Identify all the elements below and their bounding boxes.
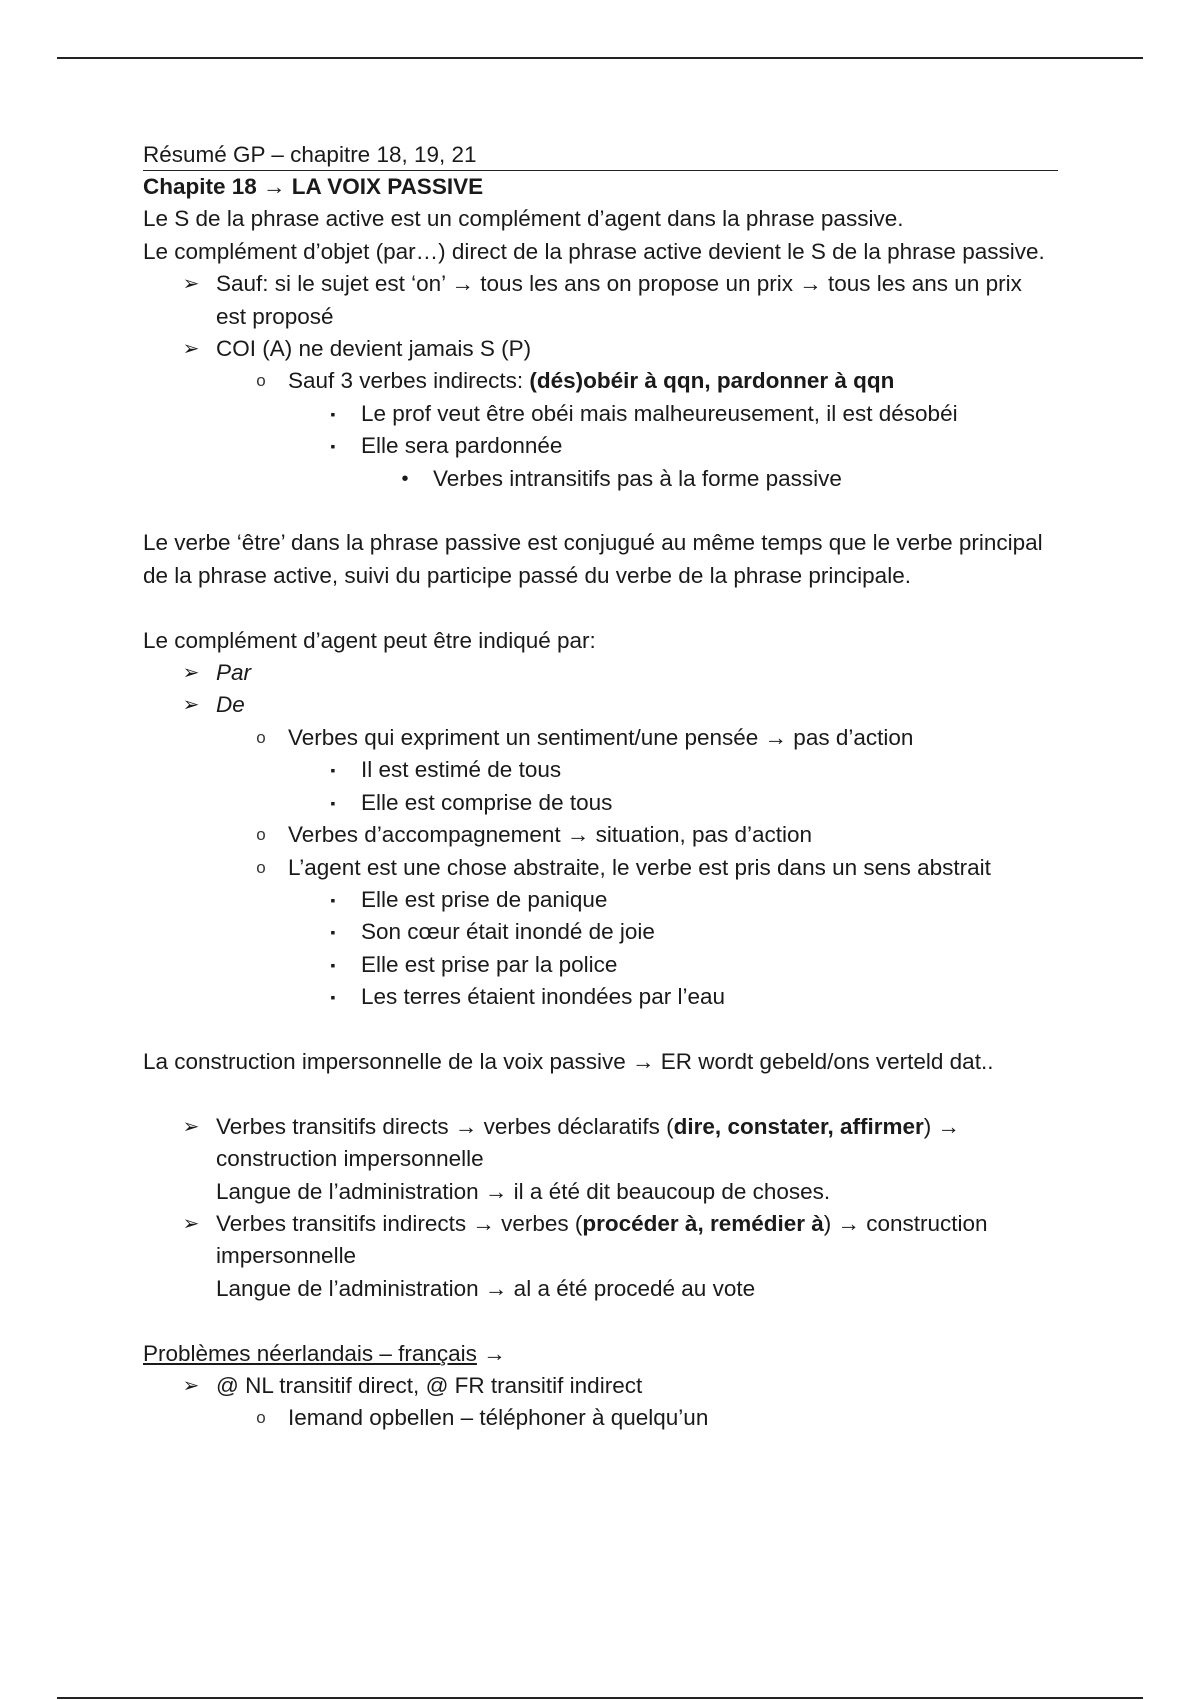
document-title: Résumé GP – chapitre 18, 19, 21	[143, 140, 1058, 171]
square-bullet-icon: ▪	[330, 891, 336, 908]
document-body	[143, 140, 1058, 1435]
list-item: ➢ Sauf: si le sujet est ‘on’ → tous les ans on propose un prix → tous les ans un prix est proposé	[143, 268, 1058, 333]
arrow-icon: →	[263, 174, 286, 199]
square-bullet-icon: ▪	[330, 438, 336, 455]
arrowhead-bullet-icon: ➢	[182, 662, 200, 685]
list-item: ▪ Elle est comprise de tous	[143, 787, 1058, 819]
section-heading: Problèmes néerlandais – français →	[143, 1340, 506, 1366]
list-item: o L’agent est une chose abstraite, le verbe est pris dans un sens abstrait	[143, 852, 1058, 884]
arrowhead-bullet-icon: ➢	[182, 1115, 200, 1138]
list-item: ➢ COI (A) ne devient jamais S (P)	[143, 333, 1058, 365]
chapter-heading: Chapite 18 → LA VOIX PASSIVE	[143, 174, 484, 199]
list-item: ▪ Elle sera pardonnée	[143, 430, 1058, 462]
paragraph: Le verbe ‘être’ dans la phrase passive est conjugué au même temps que le verbe principal de la phrase active, suivi du participe passé du verbe de la phrase principale.	[143, 530, 1043, 588]
dot-bullet-icon: •	[401, 467, 409, 490]
list-item: • Verbes intransitifs pas à la forme passive	[143, 463, 1058, 495]
circle-bullet-icon: o	[256, 857, 266, 877]
square-bullet-icon: ▪	[330, 762, 336, 779]
arrowhead-bullet-icon: ➢	[182, 1212, 200, 1235]
circle-bullet-icon: o	[256, 727, 266, 747]
list-item: ➢ Par	[143, 657, 1058, 689]
list-item: o Verbes qui expriment un sentiment/une pensée → pas d’action	[143, 722, 1058, 754]
list-item: ➢ @ NL transitif direct, @ FR transitif indirect	[143, 1370, 1058, 1402]
footer-rule	[57, 1697, 1143, 1699]
circle-bullet-icon: o	[256, 1408, 266, 1428]
arrowhead-bullet-icon: ➢	[182, 273, 200, 296]
list-item: ▪ Elle est prise de panique	[143, 884, 1058, 916]
square-bullet-icon: ▪	[330, 405, 336, 422]
square-bullet-icon: ▪	[330, 924, 336, 941]
square-bullet-icon: ▪	[330, 989, 336, 1006]
example-line: Langue de l’administration → il a été dit beaucoup de choses.	[216, 1178, 831, 1204]
list-item: ➢ De	[143, 689, 1058, 721]
list-item: o Sauf 3 verbes indirects: (dés)obéir à qqn, pardonner à qqn	[143, 365, 1058, 397]
list-item: o Verbes d’accompagnement → situation, pas d’action	[143, 819, 1058, 851]
square-bullet-icon: ▪	[330, 794, 336, 811]
paragraph: Le complément d’agent peut être indiqué par:	[143, 627, 596, 653]
list-item: ▪ Elle est prise par la police	[143, 949, 1058, 981]
paragraph: Le complément d’objet (par…) direct de la phrase active devient le S de la phrase passive.	[143, 238, 1045, 264]
list-item: ➢ Verbes transitifs directs → verbes déclaratifs (dire, constater, affirmer) → construction impersonnelle	[143, 1111, 1058, 1176]
circle-bullet-icon: o	[256, 371, 266, 391]
arrowhead-bullet-icon: ➢	[182, 338, 200, 361]
list-item: ▪ Son cœur était inondé de joie	[143, 916, 1058, 948]
list-item: o Iemand opbellen – téléphoner à quelqu’un	[143, 1402, 1058, 1434]
list-item: ➢ Verbes transitifs indirects → verbes (procéder à, remédier à) → construction impersonnelle	[143, 1208, 1058, 1273]
list-item: ▪ Les terres étaient inondées par l’eau	[143, 981, 1058, 1013]
list-item: ▪ Il est estimé de tous	[143, 754, 1058, 786]
list-item: ▪ Le prof veut être obéi mais malheureusement, il est désobéi	[143, 398, 1058, 430]
header-rule	[57, 57, 1143, 59]
arrowhead-bullet-icon: ➢	[182, 1374, 200, 1397]
circle-bullet-icon: o	[256, 825, 266, 845]
square-bullet-icon: ▪	[330, 956, 336, 973]
arrowhead-bullet-icon: ➢	[182, 694, 200, 717]
example-line: Langue de l’administration → al a été procedé au vote	[216, 1275, 756, 1301]
paragraph: La construction impersonnelle de la voix passive → ER wordt gebeld/ons verteld dat..	[143, 1048, 994, 1074]
paragraph: Le S de la phrase active est un complément d’agent dans la phrase passive.	[143, 206, 904, 232]
